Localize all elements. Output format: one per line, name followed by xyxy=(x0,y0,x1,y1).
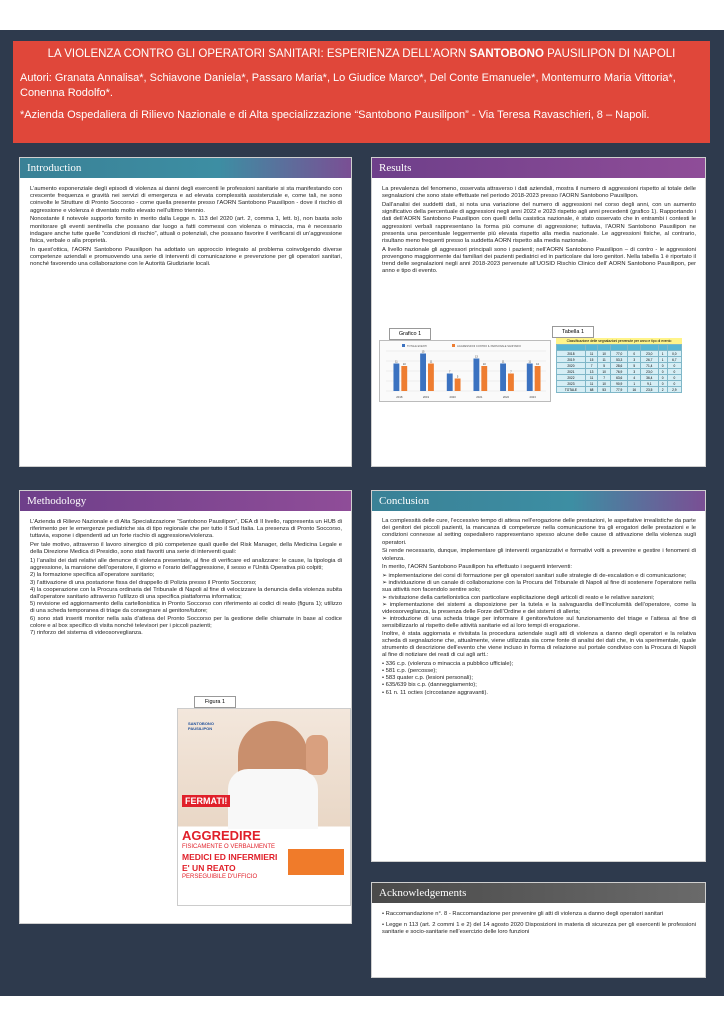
acknowledgements-heading: Acknowledgements xyxy=(372,883,705,903)
introduction-p1: L’aumento esponenziale degli episodi di violenza ai danni degli esercenti le professioni sanitarie si sta manifestando con crescente frequenza e gravità nei servizi di emergenza e ad elevata complessità assistenziale e, come tali, ne sono coinvolte le Strutture di Pronto Soccorso - come quella presente presso l’AORN Santobono Pausilipon - dove il rischio di aggressione e violenza è diventato molto elevato nell’ultimo triennio. xyxy=(30,186,342,214)
methodology-heading: Methodology xyxy=(20,491,351,511)
x-tick-label: 2021 xyxy=(476,395,483,399)
methodology-item: 7) rinforzo del sistema di videosorveglianza. xyxy=(30,630,143,637)
table-cell: TOTALE xyxy=(557,387,586,393)
data-label: 7 xyxy=(510,370,512,374)
table-cell: 0 xyxy=(658,369,667,375)
table-cell: 1 xyxy=(658,357,667,363)
chart-bar xyxy=(401,366,407,391)
table-cell: 2 xyxy=(658,387,667,393)
conclusion-article: • 61 n. 11 octies (circostanze aggravanti). xyxy=(382,689,488,696)
table-cell: 11 xyxy=(585,381,598,387)
conclusion-article: • 336 c.p. (violenza o minaccia a pubblico ufficiale); xyxy=(382,660,514,667)
table-cell: 9,1 xyxy=(640,381,658,387)
poster-line3: E' UN REATO xyxy=(182,863,236,873)
methodology-item: 5) revisione ed aggiornamento della cartellonistica in Pronto Soccorso con riferimento ai codici di reato (figura 1); utilizzo di una scheda temporanea di triage da consegnare al genitore/tutore; xyxy=(30,601,342,615)
raised-hand xyxy=(306,735,328,775)
introduction-p3: In quest’ottica, l’AORN Santobono Pausilipon ha adottato un approccio integrato al problema coinvolgendo diverse competenze aziendali e promuovendo una serie di interventi di comunicazione e prevenzione per gli operatori sanitari, nonché favorendo una collaborazione con le Autorità Giudiziarie locali. xyxy=(30,246,342,268)
legend-swatch xyxy=(402,344,405,347)
table-cell: 53 xyxy=(598,387,611,393)
table-cell: 2023 xyxy=(557,381,586,387)
chart-bar xyxy=(481,366,487,391)
acknowledgements-panel xyxy=(371,882,706,978)
table-cell: 0 xyxy=(658,363,667,369)
conclusion-bullet: ➢ implementazione dei sistemi a disposizione per la tutela e la salvaguardia dell’incolumità dell’operatore, come la videosorveglianza, la presenza delle Forze dell’Ordine e dei sistemi di allerta; xyxy=(382,601,696,615)
table-cell: 1 xyxy=(628,381,641,387)
affiliation: *Azienda Ospedaliera di Rilievo Nazionale e di Alta specializzazione “Santobono Pausilipon” - Via Teresa Ravaschieri, 8 – Napoli. xyxy=(20,109,650,121)
legend-label: TOTALE EVENTI xyxy=(407,344,427,348)
table-cell: 16 xyxy=(628,387,641,393)
chart-bar xyxy=(508,374,514,392)
x-tick-label: 2022 xyxy=(502,395,510,399)
table-cell: 2018 xyxy=(557,351,586,357)
table-cell: 2,9 xyxy=(667,387,681,393)
table-cell: 53,3 xyxy=(610,357,628,363)
chart-bar xyxy=(455,379,461,392)
table-cell: 0 xyxy=(667,381,681,387)
table-cell: 71,4 xyxy=(640,363,658,369)
grafico-label: Grafico 1 xyxy=(389,328,431,340)
results-text xyxy=(382,186,696,277)
acknowledgement-1: • Raccomandazione n°. 8 - Raccomandazione per prevenire gli atti di violenza a danno degli operatori sanitari xyxy=(382,911,664,917)
results-heading: Results xyxy=(372,158,705,178)
table-cell: 4 xyxy=(628,375,641,381)
table-cell: 36,4 xyxy=(640,375,658,381)
data-label: 10 xyxy=(482,363,486,366)
table-title: Classificazione delle segnalazioni pervenute per anno e tipo di evento xyxy=(556,338,682,344)
table-cell: 2022 xyxy=(557,375,586,381)
results-panel xyxy=(371,157,706,467)
introduction-heading: Introduction xyxy=(20,158,351,178)
conclusion-article: • 581 c.p. (percosse); xyxy=(382,668,437,675)
table-cell: 76,9 xyxy=(610,369,628,375)
bottom-margin xyxy=(0,996,724,1024)
title-part-2: SANTOBONO xyxy=(469,48,544,60)
table-cell: 3 xyxy=(628,357,641,363)
x-tick-label: 2023 xyxy=(529,395,536,399)
data-label: 13 xyxy=(474,355,478,359)
conclusion-p1: La complessità delle cure, l’eccessivo tempo di attesa nell’erogazione delle prestazioni, le aspettative irrealistiche da parte dei genitori dei piccoli pazienti, la mancanza di competenze nella comunicazione tra gli erogatori delle prestazioni e le condizioni connesse al setting ospedaliero rappresentano spesso alcune delle cause di attivazione della violenza sugli operatori. xyxy=(382,518,696,546)
table-row xyxy=(557,387,682,393)
conclusion-p3: In merito, l’AORN Santobono Pausilipon ha effettuato i seguenti interventi: xyxy=(382,564,573,571)
poster-aggredire: AGGREDIRE xyxy=(182,828,261,843)
chart-bar xyxy=(420,354,426,392)
table-cell: 10 xyxy=(598,351,611,357)
methodology-p2: Per tale motivo, attraverso il lavoro sinergico di più competenze quali quelle del Risk Manager, della Medicina Legale e della Direzione Medica di Presidio, sono stati favoriti una serie di interventi quali: xyxy=(30,542,342,556)
table-cell: 15 xyxy=(585,357,598,363)
doctor-coat xyxy=(228,769,318,829)
conclusion-article: • 635/639 bis c.p. (danneggiamento); xyxy=(382,682,477,689)
poster-line2: MEDICI ED INFERMIERI xyxy=(182,852,278,862)
table-cell: 11 xyxy=(585,375,598,381)
figura-poster xyxy=(177,708,351,906)
chart-bar xyxy=(500,364,506,392)
table-cell: 10 xyxy=(598,369,611,375)
chart-bar xyxy=(535,366,541,391)
table-cell: 0 xyxy=(667,375,681,381)
conclusion-panel xyxy=(371,490,706,862)
table-cell: 63,6 xyxy=(610,375,628,381)
table-cell: 23,0 xyxy=(640,351,658,357)
table-cell: 7 xyxy=(585,363,598,369)
poster-title xyxy=(13,48,710,60)
data-label: 5 xyxy=(456,375,459,379)
table-cell: 0 xyxy=(658,381,667,387)
conclusion-text xyxy=(382,518,696,697)
chart-bar xyxy=(527,364,533,392)
methodology-item: 1) l’analisi dei dati relativi alle denunce di violenza presentate, al fine di verificare ed analizzare: le cause, la tipologia di aggressione, la mansione dell’operatore, il giorno e l’orario dell’aggressione, il sesso e l’Unità Operativa più colpiti; xyxy=(30,558,342,572)
methodology-item: 4) la cooperazione con la Procura ordinaria del Tribunale di Napoli al fine di velocizzare la denuncia della violenza subita dall’operatore sanitario attraverso l’utilizzo di una specifica piattaforma informatica; xyxy=(30,586,342,601)
data-label: 15 xyxy=(421,350,425,354)
acknowledgement-2: • Legge n 113 (art. 2 commi 1 e 2) del 14 agosto 2020 Disposizioni in materia di sicurezza per gli esercenti le professioni sanitarie e socio-sanitarie nell’esercizio delle loro funzioni xyxy=(382,922,696,936)
chart-bar xyxy=(393,364,399,392)
table-cell: 77,0 xyxy=(610,351,628,357)
table-cell: 28,6 xyxy=(610,363,628,369)
conclusion-bullet: ➢ rivisitazione della cartellonistica con particolare esplicitazione degli articoli di reato e le relative sanzioni; xyxy=(382,594,655,601)
tabella-label: Tabella 1 xyxy=(552,326,594,338)
results-p3: A livello nazionale gli aggressori principali sono i pazienti; nell’AORN Santobono Pausilipon – di contro - le aggressioni provengono maggiormente dai familiari dei pazienti pediatrici ed in particolare dai loro genitori. Nella tabella 1 è riportato il trend delle segnalazioni negli anni 2018-2023 pervenute all’UOSID Rischio Clinico dell’ AORN Santobono Pausilipon, per anno e tipo di evento. xyxy=(382,246,696,275)
table-cell: 13 xyxy=(585,369,598,375)
results-p2: Dall’analisi dei suddetti dati, si nota una variazione del numero di aggressioni nel corso degli anni, con un aumento significativo della percentuale di aggressioni negli anni 2022 e 2023 rispetto agli anni precedenti (grafico 1). Rapportando i dati dell’AORN Santobono Pausilipon con quelli della casistica nazionale, è stato osservato che in entrambi i contesti le aggressioni verbali rappresentano la forma più comune di aggressione; tuttavia, l’AORN Santobono Pausilipon ne presenta una percentuale leggermente più elevata rispetto alla media nazionale. Le aggressioni fisiche, al contrario, risultano meno frequenti presso la suddetta AORN rispetto alla media nazionale. xyxy=(382,201,696,244)
methodology-item: 6) sono stati inseriti monitor nella sala d’attesa del Pronto Soccorso per la gestione delle chiamate in base al codice colore e al box specifico di visita nonché televisori per i piccoli pazienti; xyxy=(30,615,342,629)
title-part-3: PAUSILIPON DI NAPOLI xyxy=(543,48,676,60)
table-cell: 3 xyxy=(628,369,641,375)
table-cell: 2020 xyxy=(557,363,586,369)
data-label: 11 xyxy=(429,360,433,364)
grafico-chart xyxy=(379,340,551,402)
methodology-text xyxy=(30,519,342,637)
data-label: 11 xyxy=(501,360,505,364)
table-cell: 1 xyxy=(658,351,667,357)
conclusion-p4: Inoltre, è stata aggiornata e rivisitata la procedura aziendale sugli atti di violenza a danno degli operatori e la relativa scheda di segnalazione che, attualmente, viene utilizzata sia come fonte di analisi dei dati che, in via sperimentale, quale strumento di descrizione dell’evento che viene incluso in forma di relazione sul portale condiviso con la Procura di Napoli al fine di notiziare dei reati di cui agli artt.: xyxy=(382,630,696,659)
table-cell: 10 xyxy=(598,381,611,387)
table-cell: 23,0 xyxy=(640,369,658,375)
methodology-p1: L’Azienda di Rilievo Nazionale e di Alta Specializzazione “Santobono Pausilipon”, DEA di II livello, rappresenta un HUB di riferimento per le emergenze pediatriche sia di tipo regionale che per tutto il Sud Italia. La presenza di Pronto Soccorso, tuttavia, espone i dipendenti ad un forte rischio di aggressione/violenza. xyxy=(30,519,342,540)
authors: Autori: Granata Annalisa*, Schiavone Daniela*, Passaro Maria*, Lo Giudice Marco*, Del Conte Emanuele*, Montemurro Maria Vittoria*, Conenna Rodolfo*. xyxy=(20,72,676,99)
x-tick-label: 2018 xyxy=(396,395,403,399)
methodology-item: 3) l’attivazione di una postazione fissa del drappello di Polizia presso il Pronto Soccorso; xyxy=(30,579,257,586)
table-cell: 2021 xyxy=(557,369,586,375)
title-banner xyxy=(13,41,710,143)
table-cell: 90,9 xyxy=(610,381,628,387)
conclusion-heading: Conclusion xyxy=(372,491,705,511)
legend-label: AGGRESSIONI CONTRO IL PERSONALE SANITARIO xyxy=(457,344,521,348)
acknowledgements-text xyxy=(382,911,696,938)
title-part-1: LA VIOLENZA CONTRO GLI OPERATORI SANITARI: ESPERIENZA DELL’AORN xyxy=(47,48,470,60)
introduction-p2: Nonostante il notevole supporto fornito in merito dalla Legge n. 113 del 2020 (art. 2, comma 1, lett. b), non basta solo monitorare gli eventi sentinella che possano dar luogo a fatti commessi con violenza o minaccia, ma è necessario indagare anche tutte quelle “condizioni di rischio”, attuali o potenziali, che possano favorire il verificarsi di un’aggressione fisica, verbale o alla proprietà. xyxy=(30,216,342,244)
table-cell: 5 xyxy=(598,363,611,369)
conclusion-bullet: ➢ individuazione di un canale di collaborazione con la Procura del Tribunale di Napoli al fine di sostenere l’operatore nella sua attività non facendolo sentire solo; xyxy=(382,580,696,594)
conclusion-bullet: ➢ implementazione dei corsi di formazione per gli operatori sanitari sulle strategie di de-escalation e di comunicazione; xyxy=(382,572,687,579)
methodology-panel xyxy=(19,490,352,924)
table-cell: 11 xyxy=(585,351,598,357)
table-cell: 2019 xyxy=(557,357,586,363)
table-cell: 11 xyxy=(598,357,611,363)
data-label: 10 xyxy=(402,363,406,366)
poster-orange-box xyxy=(288,849,344,875)
table-cell: 0,0 xyxy=(667,351,681,357)
introduction-text xyxy=(30,186,342,270)
chart-bar xyxy=(428,364,434,392)
data-label: 10 xyxy=(536,363,540,366)
table-cell: 0 xyxy=(667,363,681,369)
poster-fermati: FERMATI! xyxy=(182,795,230,807)
table-cell: 68 xyxy=(585,387,598,393)
x-tick-label: 2019 xyxy=(422,395,430,399)
table-cell: 0 xyxy=(628,351,641,357)
table-cell: 23,5 xyxy=(640,387,658,393)
poster-line1: FISICAMENTE O VERBALMENTE xyxy=(182,844,276,850)
introduction-panel xyxy=(19,157,352,467)
chart-bar xyxy=(447,374,453,392)
results-table xyxy=(556,344,682,393)
chart-bar xyxy=(473,359,479,392)
figura-label: Figura 1 xyxy=(194,696,236,708)
data-label: 11 xyxy=(528,360,532,364)
poster-brand: SANTOBONO PAUSILIPON xyxy=(188,721,214,731)
table-cell: 7 xyxy=(598,375,611,381)
table-cell: 0 xyxy=(658,375,667,381)
x-tick-label: 2020 xyxy=(449,395,456,399)
data-label: 7 xyxy=(449,370,451,374)
data-label: 11 xyxy=(395,360,398,364)
top-margin xyxy=(0,0,724,30)
table-cell: 26,7 xyxy=(640,357,658,363)
table-cell: 5 xyxy=(628,363,641,369)
bar-chart xyxy=(380,341,550,401)
poster-line4: PERSEGUIBILE D'UFFICIO xyxy=(182,874,258,880)
table-cell: 6,7 xyxy=(667,357,681,363)
conclusion-p2: Si rende necessario, dunque, implementare gli interventi organizzativi e formativi volti a prevenire e gestire i fenomeni di violenza. xyxy=(382,548,696,562)
results-p1: La prevalenza del fenomeno, osservata attraverso i dati aziendali, mostra il numero di aggressioni rispetto al totale delle segnalazioni che sono state effettuate nel periodo 2018-2023 presso l’AORN Santobono Pausilipon. xyxy=(382,186,696,200)
conclusion-article: • 583 quater c.p. (lesioni personali); xyxy=(382,675,473,682)
table-cell: 0 xyxy=(667,369,681,375)
table-cell: 77,9 xyxy=(610,387,628,393)
legend-swatch xyxy=(452,344,455,347)
conclusion-bullet: ➢ introduzione di una scheda triage per informare il genitore/tutore sul funzionamento del triage e l’attesa al fine di sensibilizzarlo al rispetto delle attività sanitarie ed ai loro tempi di erogazione. xyxy=(382,616,696,630)
methodology-item: 2) la formazione specifica all’operatore sanitario; xyxy=(30,572,155,579)
